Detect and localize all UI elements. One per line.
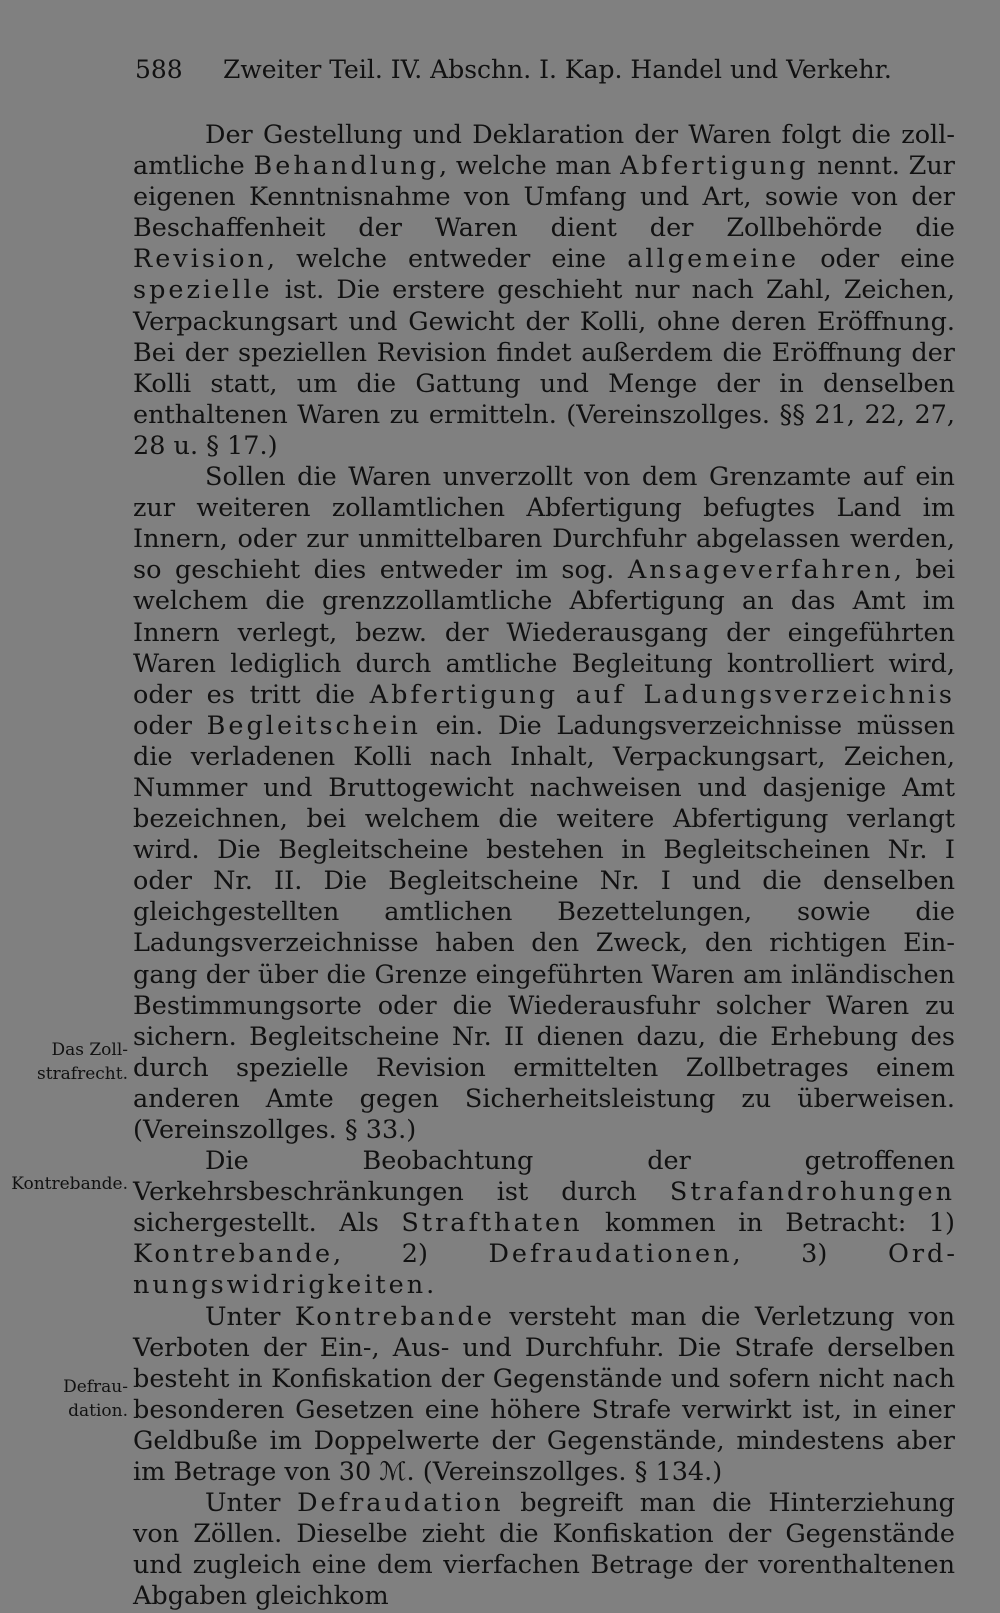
text-run: Der Gestellung und Deklaration der Waren folgt die zollamtliche — [133, 120, 955, 182]
text-run: ein. Die Ladungsverzeichnisse müssen die verladenen Kolli nach Inhalt, Verpackungsart, Zeichen, Nummer und Bruttogewicht nachweisen und dasjenige Amt bezeichnen, bei welchem die weitere Abfertigung verlangt wird. Die Begleitscheine bestehen in Begleitscheinen Nr. I oder Nr. II. Die Begleitscheine Nr. I und die denselben gleichgestellten amtlichen Bezettelungen, sowie die Ladungsverzeichnisse haben den Zweck, den richtigen Eingang der über die Grenze eingeführten Waren am inländischen Bestimmungsorte oder die Wiederausfuhr solcher Waren zu sichern. Begleitscheine Nr. II dienen dazu, die Erhebung des durch spezielle Revision ermittelten Zollbetrages einem anderen Amte gegen Sicherheitsleistung zu überweisen. (Vereinszollges. § 33.) — [133, 710, 956, 1145]
spaced-term: allgemeine — [627, 244, 800, 275]
running-header — [135, 52, 955, 88]
spaced-term: Behandlung — [253, 151, 440, 182]
spaced-term: spezielle — [133, 275, 273, 306]
text-run: ist. Die erstere geschieht nur nach Zahl, Zeichen, Verpackungsart und Gewicht der Kolli, ohne deren Eröffnung. Bei der speziellen Revision findet außerdem die Eröffnung der Kolli statt, um die Gattung und Menge der in denselben enthaltenen Waren zu ermitteln. (Vereinszollges. §§ 21, 22, 27, 28 u. § 17.) — [133, 275, 955, 461]
paragraph-defraudation — [133, 1488, 955, 1612]
margin-note-zollstrafrecht — [10, 1038, 128, 1086]
spaced-term: Ansageverfahren — [627, 555, 894, 586]
spaced-term: Strafandrohungen — [669, 1177, 955, 1208]
text-run: oder eine — [799, 244, 955, 275]
spaced-term: Defraudationen — [488, 1239, 733, 1270]
page-number: 588 — [135, 55, 183, 84]
text-run: , welche entweder eine — [266, 244, 628, 275]
spaced-term: Kontrebande — [294, 1301, 495, 1332]
text-run: , welche man — [439, 151, 621, 182]
spaced-term: Defraudation — [297, 1488, 504, 1519]
text-run: kommen in Betracht: 1) — [582, 1208, 955, 1239]
margin-note-line: strafrecht. — [36, 1064, 128, 1084]
margin-note-line: Das Zoll- — [51, 1040, 128, 1060]
paragraph-zollstrafrecht — [133, 1146, 955, 1301]
text-run: , 2) — [333, 1239, 489, 1270]
text-run: Unter — [205, 1301, 295, 1332]
text-run: nennt. Zur eigenen Kenntnisnahme von Umfang und Art, sowie von der Beschaffenheit der Waren dient der Zollbehörde die — [133, 151, 955, 244]
spaced-term: Kontrebande — [133, 1239, 334, 1270]
spaced-term: Revision — [133, 244, 267, 275]
paragraph-abfertigung — [133, 120, 955, 462]
text-run: , 3) — [732, 1239, 888, 1270]
text-run: begreift man die Hinterziehung von Zöllen. Dieselbe zieht die Konfiskation der Gegenstände und zugleich eine dem vierfachen Betrage der vorenthaltenen Abgaben gleichkom — [133, 1488, 955, 1612]
spaced-term: Abfertigung auf Ladungsverzeichnis — [369, 679, 955, 710]
text-run: . — [426, 1270, 435, 1301]
running-title: Zweiter Teil. IV. Abschn. I. Kap. Handel und Verkehr. — [223, 55, 892, 84]
spaced-term: Begleitschein — [206, 710, 421, 741]
paragraph-kontrebande — [133, 1302, 955, 1489]
paragraph-ansageverfahren — [133, 462, 955, 1146]
spaced-term: Ordnungswidrigkeiten — [133, 1239, 955, 1301]
margin-note-defraudation — [10, 1375, 128, 1423]
body-text — [133, 120, 955, 1613]
text-run: Sollen die Waren unverzollt von dem Grenzamte auf ein zur weiteren zollamtlichen Abfertigung befugtes Land im Innern, oder zur unmittelbaren Durchfuhr abgelassen werden, so geschieht dies entweder im sog. — [133, 462, 955, 586]
margin-note-line: Kontrebande. — [11, 1174, 128, 1194]
text-run: sichergestellt. Als — [133, 1208, 402, 1239]
margin-note-line: Defrau- — [63, 1377, 128, 1397]
margin-note-line: dation. — [68, 1401, 128, 1421]
text-run: Unter — [205, 1488, 298, 1519]
spaced-term: Abfertigung — [620, 151, 809, 182]
text-run: versteht man die Verletzung von Verboten der Ein-, Aus- und Durchfuhr. Die Strafe derselben besteht in Konfiskation der Gegenstände und sofern nicht nach besonderen Gesetzen eine höhere Strafe verwirkt ist, in einer Geldbuße im Doppelwerte der Gegenstände, mindestens aber im Betrage von 30 ℳ. (Vereinszollges. § 134.) — [133, 1301, 955, 1488]
spaced-term: Strafthaten — [401, 1208, 583, 1239]
text-run: Die Beobachtung der getroffenen Verkehrsbeschränkungen ist durch — [133, 1146, 955, 1208]
text-run: , bei welchem die grenzzollamtliche Abfertigung an das Amt im Innern verlegt, bezw. der Wiederausgang der eingeführten Waren lediglich durch amtliche Begleitung kontrolliert wird, oder es tritt die — [133, 555, 956, 710]
margin-note-kontrebande — [10, 1172, 128, 1196]
text-run: oder — [133, 710, 207, 741]
